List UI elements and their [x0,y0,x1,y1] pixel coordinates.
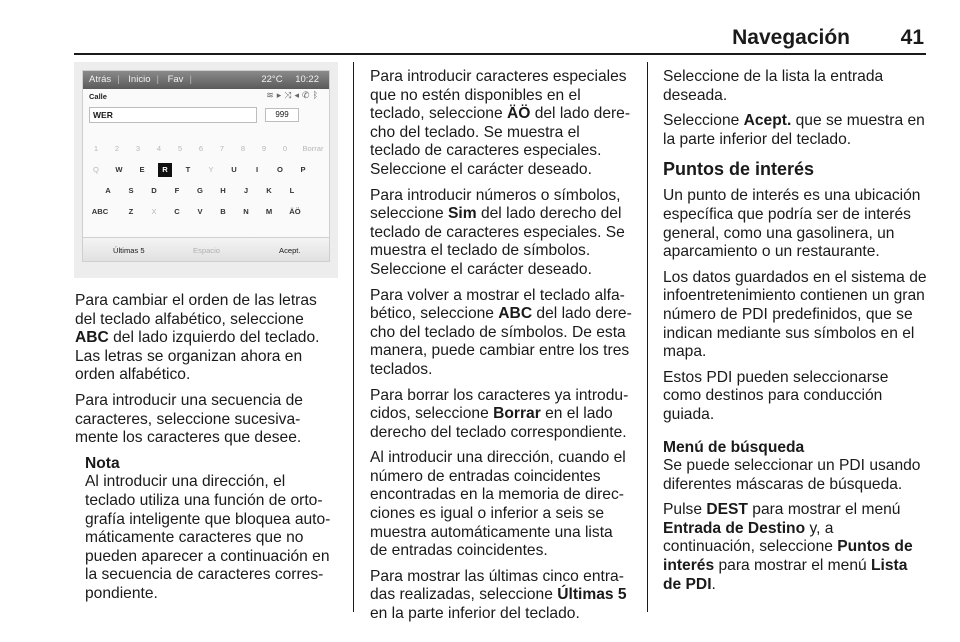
key: 7 [219,144,225,153]
paragraph: Un punto de interés es una ubicación específica que podría ser de interés general, como una gasolinera, un aparcamiento o un restaurante. [663,187,921,261]
key: 3 [135,144,141,153]
paragraph: Estos PDI pueden seleccionarse como destinos para conducción guiada. [663,368,889,423]
text-input-display: WER [89,107,257,123]
separator-icon: | [189,74,192,85]
paragraph: Para mostrar las últimas cinco entradas realizadas, seleccione Últimas 5 en la parte inferior del teclado. [370,567,627,623]
key: 2 [114,144,120,153]
key: V [197,207,203,216]
shuffle-icon: ⤨ [284,90,295,100]
special-chars-key: ÄÖ [289,207,301,216]
paragraph: Para introducir una secuencia de caracteres, seleccione sucesivamente los caracteres que desee. [75,391,303,447]
delete-key: Borrar [302,144,324,153]
note-block [85,455,337,604]
page-header [0,0,960,56]
key: Q [93,165,99,174]
accept-button: Acept. [279,246,301,255]
key: 4 [156,144,162,153]
paragraph: Para cambiar el orden de las letras del teclado alfabético, seleccione ABC del lado izquierdo del teclado. Las letras se organizan ahora en orden alfabético. [75,292,320,384]
paragraph: Seleccione Acept. que se muestra en la parte inferior del teclado. [663,112,925,148]
key: W [115,165,123,174]
column-2 [370,68,634,631]
subheading: Menú de búsqueda [663,438,805,456]
key: E [139,165,145,174]
running-title: Navegación [732,26,850,49]
paragraph: Seleccione de la lista la entrada deseada. [663,68,884,104]
volume-icon: ◂ [294,90,303,100]
back-button: Atrás [89,74,112,85]
screen-top-bar [83,71,329,89]
column-1 [75,292,337,604]
note-title: Nota [85,454,120,472]
recent-5-button: Últimas 5 [113,246,145,255]
key: O [277,165,283,174]
key: 0 [282,144,288,153]
clock-readout: 10:22 [295,74,319,85]
key: H [220,186,226,195]
key: X [151,207,157,216]
key: U [231,165,237,174]
column-divider-2 [647,62,648,612]
home-button: Inicio [128,74,151,85]
key: L [289,186,295,195]
note-text: Al introducir una dirección, el teclado utiliza una función de ortografía inteligente que bloquea automáticamente caracteres que no pueden aparecer a continuación en la secuencia de caracteres correspondiente. [85,473,331,602]
infotainment-screen [82,70,330,262]
separator-icon: | [117,74,120,85]
wifi-icon: ≋ [266,90,277,100]
key: M [265,207,273,216]
key: I [255,165,259,174]
field-row [83,89,329,104]
key: 6 [198,144,204,153]
key: P [300,165,306,174]
paragraph: Al introducir una dirección, cuando el número de entradas coincidentes encontradas en la memoria de direcciones es igual o inferior a seis se muestra automáticamente una lista de entradas coincidentes. [370,449,626,560]
paragraph: Para introducir números o símbolos, seleccione Sim del lado derecho del teclado de caracteres especiales. Se muestra el teclado de símbolos. Seleccione el carácter deseado. [370,186,625,278]
paragraph: Se puede seleccionar un PDI usando diferentes máscaras de búsqueda. [663,457,921,493]
paragraph: Para introducir caracteres especiales que no estén disponibles en el teclado, seleccione ÄÖ del lado derecho del teclado. Se muestra el teclado de caracteres especiales. Seleccione el carácter deseado. [370,68,631,178]
section-heading: Puntos de interés [663,159,815,180]
key: 8 [240,144,246,153]
screen-bottom-bar [83,237,329,261]
key: 9 [261,144,267,153]
key: C [174,207,180,216]
media-icon: ▸ [276,90,285,100]
key: S [128,186,134,195]
key: Y [208,165,214,174]
key: F [174,186,180,195]
key: J [243,186,249,195]
key: N [243,207,249,216]
key: A [105,186,111,195]
column-3 [663,68,929,601]
column-divider-1 [353,62,354,612]
key: K [266,186,272,195]
key: T [185,165,191,174]
key-selected: R [158,163,172,177]
key: Z [128,207,134,216]
key: G [197,186,203,195]
field-label: Calle [89,92,107,101]
bluetooth-icon: ᛒ [312,90,321,100]
paragraph: Los datos guardados en el sistema de infoentretenimiento contienen un gran número de PDI predefinidos, que se indican mediante sus símbolos en el mapa. [663,268,927,361]
paragraph: Pulse DEST para mostrar el menú Entrada de Destino y, a continuación, seleccione Puntos de interés para mostrar el menú Lista de PDI. [663,501,913,593]
keyboard-screenshot-figure [74,62,338,278]
header-rule [74,53,926,55]
abc-key: ABC [91,207,109,216]
key: D [151,186,157,195]
separator-icon: | [156,74,159,85]
match-count-box: 999 [265,108,299,122]
key: 1 [93,144,99,153]
key: B [220,207,226,216]
status-icons [266,90,321,101]
page-number: 41 [900,26,924,49]
phone-icon: ✆ [302,90,313,100]
key: 5 [177,144,183,153]
paragraph: Para volver a mostrar el teclado alfabético, seleccione ABC del lado derecho del teclado de símbolos. De esta manera, puede cambiar entre los tres teclados. [370,286,632,378]
paragraph: Para borrar los caracteres ya introducidos, seleccione Borrar en el lado derecho del teclado correspondiente. [370,386,629,441]
fav-button: Fav [167,74,184,85]
temperature-readout: 22°C [261,74,283,85]
space-button: Espacio [193,246,221,255]
